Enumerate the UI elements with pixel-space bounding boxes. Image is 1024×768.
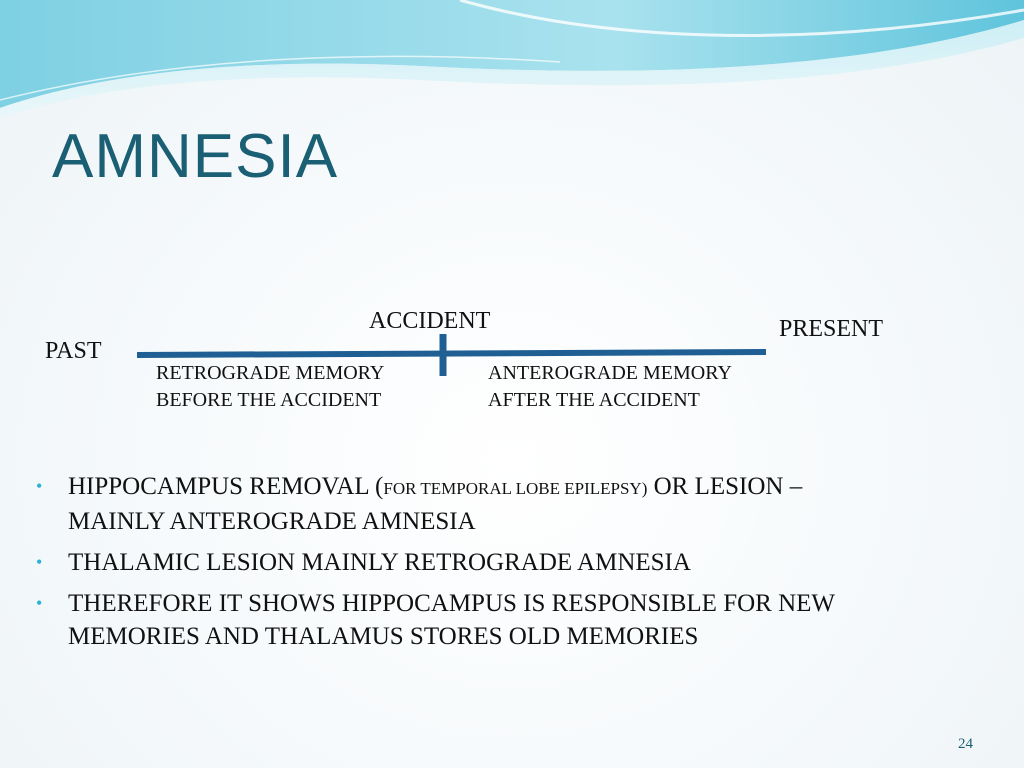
bullet-text: HIPPOCAMPUS REMOVAL ( [68, 473, 384, 500]
bullet-line: THALAMIC LESION MAINLY RETROGRADE AMNESIA [68, 549, 691, 576]
bullet-item [36, 546, 976, 579]
bullet-text: OR LESION – [647, 473, 803, 500]
present-label: PRESENT [779, 316, 884, 342]
bullet-item [36, 587, 976, 653]
bullet-item [36, 470, 976, 538]
anterograde-caption-line1: ANTEROGRADE MEMORY [488, 362, 732, 384]
bullet-list [36, 470, 976, 661]
bullet-dot-icon: • [36, 476, 43, 496]
bullet-parenthetical: FOR TEMPORAL LOBE EPILEPSY) [383, 479, 648, 498]
bullet-line: THEREFORE IT SHOWS HIPPOCAMPUS IS RESPONSIBLE FOR NEW [68, 590, 836, 617]
accident-label: ACCIDENT [369, 308, 491, 334]
retrograde-caption-line2: BEFORE THE ACCIDENT [156, 389, 382, 411]
retrograde-caption [156, 360, 384, 414]
bullet-dot-icon: • [36, 593, 43, 613]
bullet-line [68, 470, 976, 505]
retrograde-caption-line1: RETROGRADE MEMORY [156, 362, 385, 384]
bullet-line: MEMORIES AND THALAMUS STORES OLD MEMORIES [68, 623, 699, 650]
bullet-line: MAINLY ANTEROGRADE AMNESIA [68, 508, 476, 535]
past-label: PAST [45, 338, 102, 364]
bullet-dot-icon: • [36, 552, 43, 572]
slide-title: AMNESIA [52, 122, 339, 191]
anterograde-caption-line2: AFTER THE ACCIDENT [488, 389, 700, 411]
anterograde-caption [488, 360, 732, 414]
page-number: 24 [958, 736, 973, 752]
